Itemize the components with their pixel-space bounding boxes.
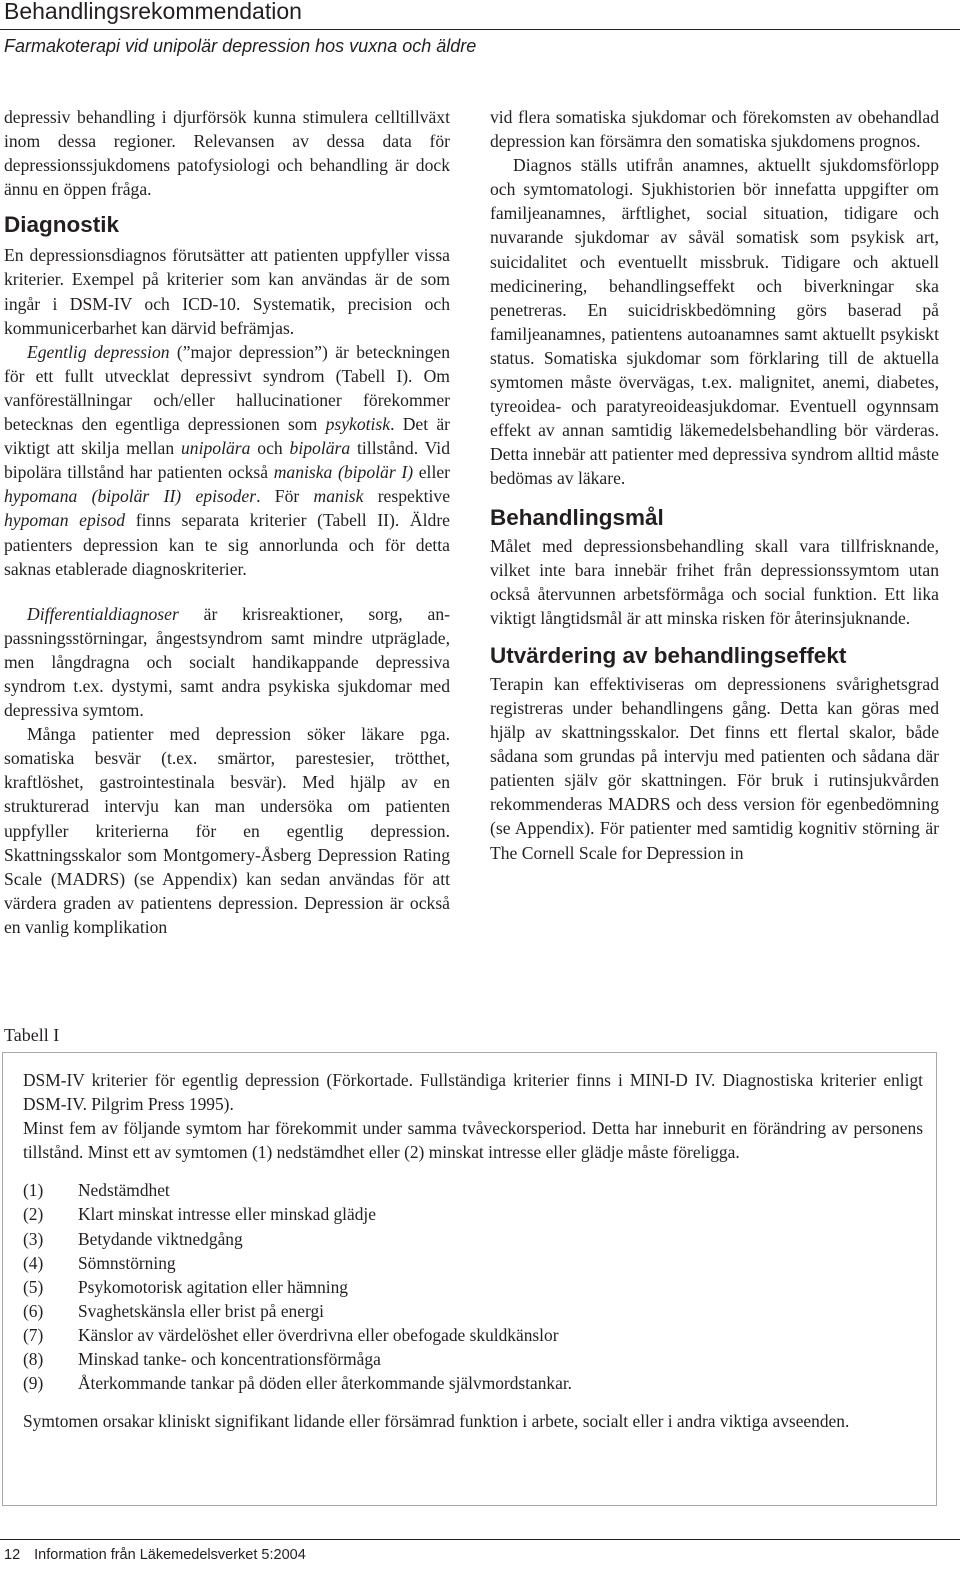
paragraph-behandlingsmal: Målet med depressionsbehandling skall vara tillfrisknande, vilket inte bara innebär frihet från depressionssymtom utan också återvunnen arbetsförmåga och social funktion. Ett lika viktigt långtidsmål är att minska risken för återinsjuknande. <box>490 535 939 628</box>
list-item <box>23 1299 923 1323</box>
text-run: tillstånd. Vid bipolära tillstånd har patienten också <box>4 438 450 483</box>
symptom-list <box>23 1178 923 1395</box>
text-run: finns separata kriterier (Tabell II). Äldre patienters depression kan te sig annorlunda och för detta saknas etablerade diagnoskriterier. <box>4 510 450 579</box>
running-header-subtitle: Farmakoterapi vid unipolär depression hos vuxna och äldre <box>4 36 477 56</box>
list-item-text: Minskad tanke- och koncentrationsförmåga <box>78 1349 381 1370</box>
criteria-table-content <box>23 1068 923 1433</box>
paragraph-continuation: vid flera somatiska sjukdomar och förekomsten av obehandlad depression kan försämra den somatiska sjukdomens prognos. <box>490 107 939 152</box>
table-intro-source: DSM-IV kriterier för egentlig depression (Förkortade. Fullständiga kriterier finns i MINI-D IV. Diagnostiska kriterier enligt DSM-IV. Pilgrim Press 1995). <box>23 1070 923 1115</box>
list-item-text: Återkommande tankar på döden eller återkommande självmordstankar. <box>78 1373 573 1394</box>
list-item-text: Nedstämdhet <box>78 1180 170 1201</box>
table-intro-requirement: Minst fem av följande symtom har förekommit under samma tvåveckorsperiod. Detta har inneburit en förändring av personens tillstånd. Minst ett av symtomen (1) nedstämdhet eller (2) minskat intresse eller glädje måste föreligga. <box>23 1118 923 1163</box>
heading-behandlingsmal: Behandlingsmål <box>490 504 664 530</box>
list-item-number: (2) <box>23 1204 44 1225</box>
table-label: Tabell I <box>4 1025 60 1045</box>
term-unipolara: unipolära <box>181 438 251 459</box>
footer-rule <box>0 1539 960 1540</box>
list-item-text: Sömnstörning <box>78 1252 176 1273</box>
term-bipolara: bipolära <box>289 438 351 459</box>
publication-name: Information från Läkemedelsverket 5:2004 <box>34 1547 306 1563</box>
paragraph-egentlig-depression <box>4 340 450 581</box>
text-run: (”major depression”) är beteckningen för ett fullt utvecklat depressivt syndrom (Tabell I). Om vanföreställningar och/eller hallucinationer förekommer betecknas den egentliga depressionen som <box>4 341 450 435</box>
list-item-number: (4) <box>23 1252 44 1273</box>
list-item <box>23 1275 923 1299</box>
text-run: . Det är viktigt att skilja mellan <box>4 414 450 459</box>
list-item-text: Känslor av värdelöshet eller överdrivna eller obefogade skuldkänslor <box>78 1324 559 1345</box>
text-run: eller <box>413 462 451 483</box>
term-egentlig-depression: Egentlig depression <box>27 341 170 362</box>
list-item <box>23 1178 923 1202</box>
paragraph-intro: depressiv behandling i djurförsök kunna stimulera celltillväxt inom dessa regioner. Relevansen av dessa data för depressionssjukdomens patofysiologi och behandling är dock ännu en öppen fråga. <box>4 107 450 200</box>
term-psykotisk: psykotisk <box>325 414 391 435</box>
list-item <box>23 1227 923 1251</box>
right-column <box>490 105 939 865</box>
list-item <box>23 1347 923 1371</box>
list-item-text: Psykomotorisk agitation eller hämning <box>78 1276 349 1297</box>
list-item-number: (3) <box>23 1228 44 1249</box>
paragraph-diagnos-kriterier: En depressionsdiagnos förutsätter att patienten uppfyller vissa kriterier. Exempel på kriterier som kan användas är de som ingår i DSM-IV och ICD-10. Systematik, precision och kommunicerbarhet kan därvid befrämjas. <box>4 245 450 338</box>
paragraph-diagnos-stalls: Diagnos ställs utifrån anamnes, aktuellt sjukdomsförlopp och symtomatologi. Sjukhistorien bör innefatta uppgifter om familjeanamnes, ärftlighet, social situation, tidigare och nuvarande sjukdomar av såväl somatisk som psykisk art, suicidalitet och eventuellt missbruk. Tidigare och aktuell medicinering, behandlingseffekt och biverkningar ska penetreras. En suicidriskbedömning görs baserad på familjeanamnes, patientens autoanamnes samt aktuellt psykiskt status. Somatiska sjukdomar som förklaring till de aktuella symtomen måste övervägas, t.ex. malignitet, anemi, diabetes, tyreoidea- och paratyreoideasjukdomar. Eventuell ogynnsam effekt av annan samtidig läkemedelsbehandling bör värderas. Detta innebär att patienter med depressiva syndrom alltid måste bedömas av läkare. <box>490 155 939 489</box>
paragraph-somatiska-besvar: Många patienter med depression söker läkare pga. somatiska besvär (t.ex. smärtor, parestesier, trötthet, kraftlöshet, gastrointestinala besvär). Med hjälp av en strukturerad intervju kan man undersöka om patienten uppfyller kriterierna för en egentlig depression. Skattningsskalor som Montgomery-Åsberg Depression Rating Scale (MADRS) (se Appendix) kan sedan användas för att värdera graden av patientens depression. Depression är också en vanlig komplikation <box>4 724 450 937</box>
table-outro: Symtomen orsakar kliniskt signifikant lidande eller försämrad funktion i arbete, socialt eller i andra viktiga avseenden. <box>23 1411 850 1432</box>
list-item-number: (7) <box>23 1324 44 1345</box>
text-run: och <box>250 438 290 459</box>
term-maniska: maniska (bipolär I) <box>273 462 414 483</box>
list-item <box>23 1323 923 1347</box>
term-manisk: manisk <box>313 486 364 507</box>
heading-utvardering: Utvärdering av behandlingseffekt <box>490 642 847 668</box>
text-run: respektive <box>363 486 451 507</box>
header-rule <box>0 29 960 30</box>
left-column <box>4 105 450 939</box>
list-item-text: Svaghetskänsla eller brist på energi <box>78 1300 324 1321</box>
criteria-table-box <box>2 1052 937 1506</box>
list-item-text: Betydande viktnedgång <box>78 1228 243 1249</box>
list-item <box>23 1202 923 1226</box>
term-hypomana: hypomana (bipolär II) episoder <box>4 486 257 507</box>
page-number: 12 <box>4 1547 21 1563</box>
text-run: är krisreaktioner, sorg, anpassningsstörningar, ångestsyndrom samt mindre utpräglade, men långdragna och socialt handikappande depressiva syndrom t.ex. dystymi, samt andra psykiska sjukdomar med depressiva symtom. <box>4 603 450 721</box>
list-item-text: Klart minskat intresse eller minskad glädje <box>78 1204 376 1225</box>
list-item-number: (1) <box>23 1180 44 1201</box>
list-item <box>23 1371 923 1395</box>
list-item-number: (6) <box>23 1300 44 1321</box>
running-footer <box>4 1547 306 1563</box>
text-run: . För <box>256 486 314 507</box>
paragraph-utvardering: Terapin kan effektiviseras om depressionens svårighetsgrad registreras under behandlingens gång. Detta kan göras med hjälp av skattningsskalor. Det finns ett flertal skalor, både sådana som grundas på intervju med patienten och sådana där patienten själv gör skattningen. För bruk i rutinsjukvården rekommenderas MADRS och dess version för egenbedömning (se Appendix). För patienter med samtidig kognitiv störning är The Cornell Scale for Depression in <box>490 673 939 863</box>
running-header-title: Behandlingsrekommendation <box>4 0 302 24</box>
list-item-number: (5) <box>23 1276 44 1297</box>
term-hypoman-episod: hypoman episod <box>4 510 126 531</box>
list-item-number: (8) <box>23 1349 44 1370</box>
list-item <box>23 1251 923 1275</box>
heading-diagnostik: Diagnostik <box>4 212 120 238</box>
list-item-number: (9) <box>23 1373 44 1394</box>
paragraph-differentialdiagnoser <box>4 602 450 722</box>
term-differentialdiagnoser: Differentialdiagnoser <box>27 603 179 624</box>
